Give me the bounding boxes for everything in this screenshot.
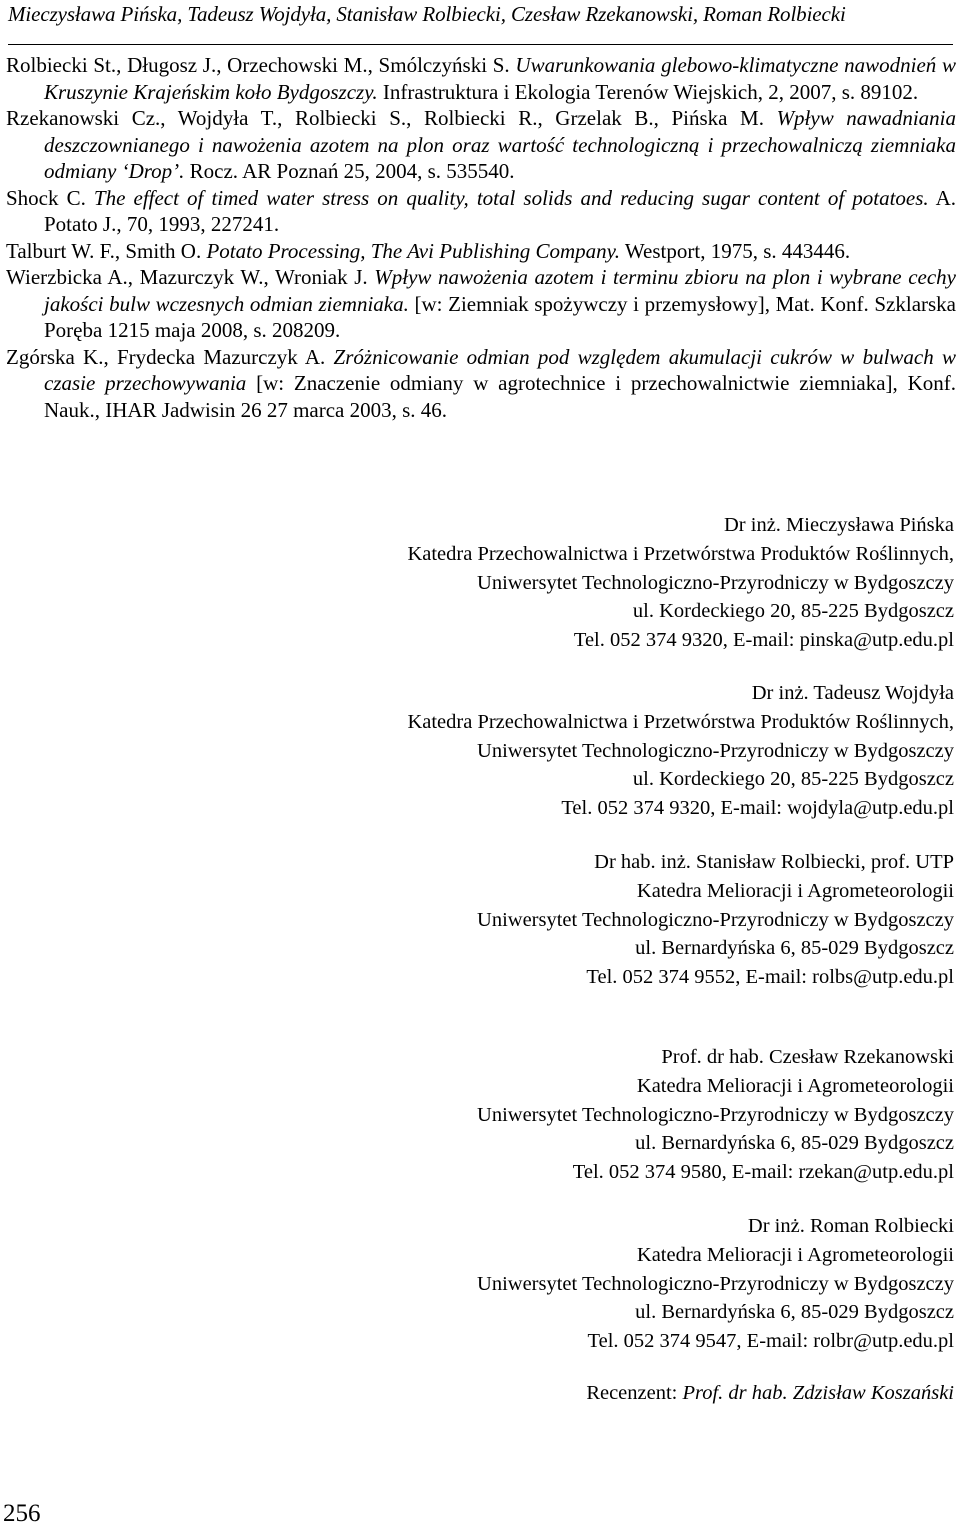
author-contact: Tel. 052 374 9580, E-mail: rzekan@utp.edu.pl xyxy=(572,1161,954,1184)
author-address: ul. Bernardyńska 6, 85-029 Bydgoszcz xyxy=(635,1132,954,1155)
author-address: ul. Kordeckiego 20, 85-225 Bydgoszcz xyxy=(632,600,954,623)
author-department: Katedra Melioracji i Agrometeorologii xyxy=(636,1074,954,1097)
reference-title: Wpływ nawadniania deszczownianego i nawożenia azotem na plon oraz wartość technologiczną i przechowalniczą ziemniaka odmiany ‘Drop’. xyxy=(44,106,956,183)
reference-title: Uwarunkowania glebowo-klimatyczne nawodnień w Kruszynie Krajeńskim koło Bydgoszczy. xyxy=(44,53,956,104)
reviewer-line xyxy=(586,1382,954,1405)
reference-authors: Zgórska K., Frydecka Mazurczyk A. xyxy=(6,344,334,369)
author-university: Uniwersytet Technologiczno-Przyrodniczy w Bydgoszczy xyxy=(477,908,954,931)
reference-item xyxy=(6,238,956,265)
author-affiliation-block xyxy=(407,679,954,823)
reference-authors: Talburt W. F., Smith O. xyxy=(6,238,207,263)
reference-item xyxy=(6,52,956,105)
reviewer-name: Prof. dr hab. Zdzisław Koszański xyxy=(682,1382,954,1404)
author-university: Uniwersytet Technologiczno-Przyrodniczy w Bydgoszczy xyxy=(477,739,954,762)
reference-source: [w: Ziemniak spożywczy i przemysłowy], Mat. Konf. Szklarska Poręba 1215 maja 2008, s. 208209. xyxy=(44,291,956,342)
author-contact: Tel. 052 374 9547, E-mail: rolbr@utp.edu.pl xyxy=(587,1330,954,1353)
reference-title: Zróżnicowanie odmian pod względem akumulacji cukrów w bulwach w czasie przechowywania xyxy=(44,344,956,395)
reference-source: Rocz. AR Poznań 25, 2004, s. 535540. xyxy=(184,159,515,183)
author-address: ul. Bernardyńska 6, 85-029 Bydgoszcz xyxy=(635,937,954,960)
author-contact: Tel. 052 374 9320, E-mail: wojdyla@utp.edu.pl xyxy=(561,797,954,820)
reviewer-label: Recenzent: xyxy=(586,1382,683,1404)
reference-source: Infrastruktura i Ekologia Terenów Wiejskich, 2, 2007, s. 89102. xyxy=(377,79,919,104)
reference-title: Potato Processing, The Avi Publishing Company. xyxy=(206,238,621,263)
reference-item xyxy=(6,185,956,238)
reference-source: [w: Znaczenie odmiany w agrotechnice i przechowalnictwie ziemniaka], Konf. Nauk., IHAR Jadwisin 26 27 marca 2003, s. 46. xyxy=(44,371,956,422)
reference-authors: Shock C. xyxy=(6,185,94,210)
reference-item xyxy=(6,344,956,424)
reference-source: A. Potato J., 70, 1993, 227241. xyxy=(44,185,956,236)
reference-title: Wpływ nawożenia azotem i terminu zbioru na plon i wybrane cechy jakości bulw wczesnych odmian ziemniaka. xyxy=(44,265,956,316)
reference-title: The effect of timed water stress on quality, total solids and reducing sugar content of potatoes. xyxy=(93,185,929,210)
author-affiliation-block xyxy=(407,511,954,655)
author-contact: Tel. 052 374 9320, E-mail: pinska@utp.edu.pl xyxy=(573,629,954,652)
running-title: Mieczysława Pińska, Tadeusz Wojdyła, Stanisław Rolbiecki, Czesław Rzekanowski, Roman Rolbiecki xyxy=(8,2,846,26)
author-name: Dr inż. Tadeusz Wojdyła xyxy=(751,682,954,704)
reference-item xyxy=(6,105,956,185)
reference-authors: Rolbiecki St., Długosz J., Orzechowski M., Smólczyński S. xyxy=(6,53,516,77)
author-address: ul. Kordeckiego 20, 85-225 Bydgoszcz xyxy=(632,768,954,791)
reference-authors: Wierzbicka A., Mazurczyk W., Wroniak J. xyxy=(6,265,375,289)
running-header xyxy=(8,0,953,45)
author-affiliation-block xyxy=(477,1212,954,1356)
author-department: Katedra Melioracji i Agrometeorologii xyxy=(636,879,954,902)
reference-item xyxy=(6,264,956,344)
author-affiliation-block xyxy=(477,1043,954,1187)
author-name: Prof. dr hab. Czesław Rzekanowski xyxy=(661,1046,954,1068)
page-number: 256 xyxy=(3,1500,41,1527)
author-university: Uniwersytet Technologiczno-Przyrodniczy w Bydgoszczy xyxy=(477,1272,954,1295)
author-university: Uniwersytet Technologiczno-Przyrodniczy w Bydgoszczy xyxy=(477,571,954,594)
author-name: Dr hab. inż. Stanisław Rolbiecki, prof. UTP xyxy=(594,851,954,873)
author-contact: Tel. 052 374 9552, E-mail: rolbs@utp.edu.pl xyxy=(586,966,954,989)
author-department: Katedra Melioracji i Agrometeorologii xyxy=(636,1243,954,1266)
reference-authors: Rzekanowski Cz., Wojdyła T., Rolbiecki S., Rolbiecki R., Grzelak B., Pińska M. xyxy=(6,106,777,130)
reference-list xyxy=(6,52,956,423)
author-department: Katedra Przechowalnictwa i Przetwórstwa Produktów Roślinnych, xyxy=(407,710,954,733)
author-university: Uniwersytet Technologiczno-Przyrodniczy w Bydgoszczy xyxy=(477,1103,954,1126)
author-name: Dr inż. Mieczysława Pińska xyxy=(724,514,954,536)
author-address: ul. Bernardyńska 6, 85-029 Bydgoszcz xyxy=(635,1301,954,1324)
reference-source: Westport, 1975, s. 443446. xyxy=(620,238,851,263)
author-affiliation-block xyxy=(477,848,954,992)
author-department: Katedra Przechowalnictwa i Przetwórstwa Produktów Roślinnych, xyxy=(407,542,954,565)
author-name: Dr inż. Roman Rolbiecki xyxy=(747,1215,954,1237)
